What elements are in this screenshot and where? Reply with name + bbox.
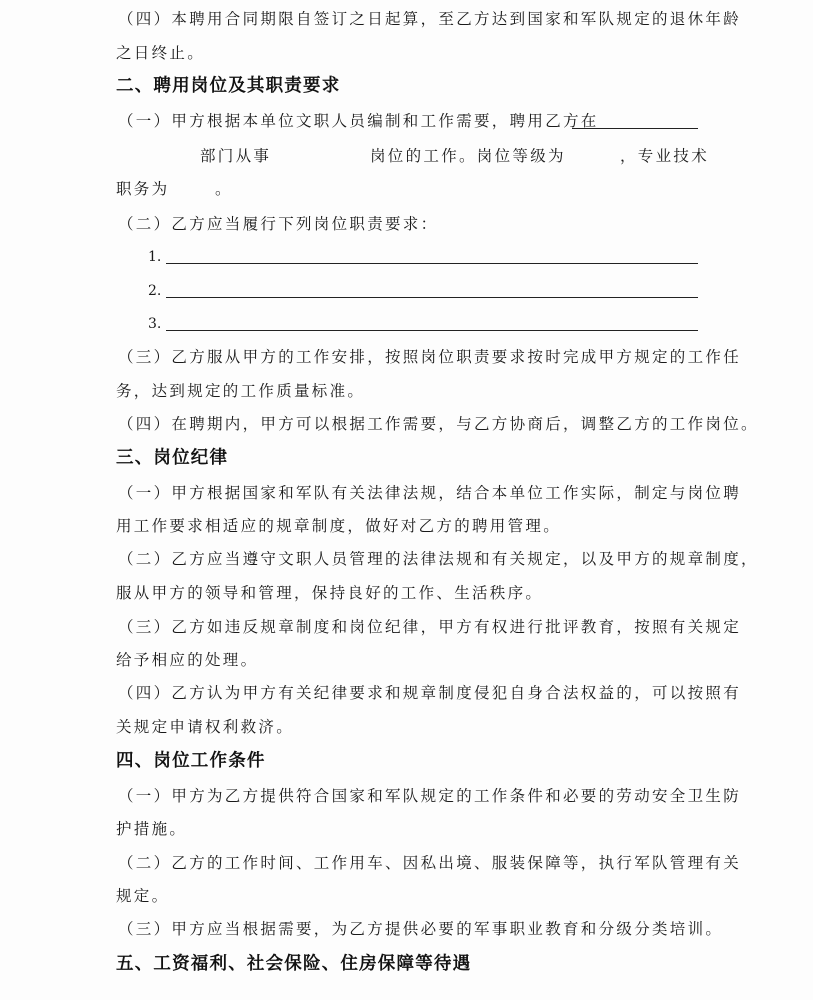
clause-2-1-line-1: （一）甲方根据本单位文职人员编制和工作需要，聘用乙方在 (118, 112, 599, 130)
clause-3-1-line-1: （一）甲方根据国家和军队有关法律法规，结合本单位工作实际，制定与岗位聘 (118, 484, 742, 502)
clause-4-1-line-1: （一）甲方为乙方提供符合国家和军队规定的工作条件和必要的劳动安全卫生防 (118, 787, 742, 805)
clause-2-1-post-text: 岗位的工作。岗位等级为 (370, 147, 566, 165)
clause-3-1-line-2: 用工作要求相适应的规章制度，做好对乙方的聘用管理。 (116, 517, 562, 535)
duty-item-3-blank (166, 330, 698, 331)
clause-2-1-duty-text: 职务为 (116, 180, 170, 198)
duty-item-2-blank (166, 297, 698, 298)
clause-3-2-line-1: （二）乙方应当遵守文职人员管理的法律法规和有关规定，以及甲方的规章制度， (118, 550, 759, 568)
clause-4-1-line-2: 护措施。 (116, 820, 188, 838)
clause-2-1-tech-text: ，专业技术 (620, 147, 710, 165)
section-2-heading: 二、聘用岗位及其职责要求 (116, 76, 341, 96)
section-5-heading: 五、工资福利、社会保险、住房保障等待遇 (116, 954, 472, 974)
clause-2-1-dept-text: 部门从事 (200, 147, 272, 165)
department-blank (572, 128, 698, 129)
section-4-heading: 四、岗位工作条件 (116, 751, 266, 771)
duty-item-1-number: 1. (148, 249, 162, 265)
clause-4-2-line-2: 规定。 (116, 887, 170, 905)
clause-2-3-line-1: （三）乙方服从甲方的工作安排，按照岗位职责要求按时完成甲方规定的工作任 (118, 348, 742, 366)
clause-3-4-line-1: （四）乙方认为甲方有关纪律要求和规章制度侵犯自身合法权益的，可以按照有 (118, 684, 742, 702)
clause-1-4-line-2: 之日终止。 (116, 44, 206, 62)
clause-2-2-line-1: （二）乙方应当履行下列岗位职责要求： (118, 215, 439, 233)
clause-2-3-line-2: 务，达到规定的工作质量标准。 (116, 382, 366, 400)
clause-4-3-line-1: （三）甲方应当根据需要，为乙方提供必要的军事职业教育和分级分类培训。 (118, 920, 724, 938)
duty-item-3-number: 3. (148, 316, 162, 332)
clause-4-2-line-1: （二）乙方的工作时间、工作用车、因私出境、服装保障等，执行军队管理有关 (118, 854, 742, 872)
clause-3-4-line-2: 关规定申请权利救济。 (116, 718, 295, 736)
clause-3-3-line-2: 给予相应的处理。 (116, 651, 259, 669)
clause-3-2-line-2: 服从甲方的领导和管理，保持良好的工作、生活秩序。 (116, 584, 544, 602)
clause-2-1-period: 。 (215, 180, 233, 198)
clause-3-3-line-1: （三）乙方如违反规章制度和岗位纪律，甲方有权进行批评教育，按照有关规定 (118, 618, 742, 636)
duty-item-2-number: 2. (148, 283, 162, 299)
clause-1-4-line-1: （四）本聘用合同期限自签订之日起算，至乙方达到国家和军队规定的退休年龄 (118, 10, 742, 28)
clause-2-4-line-1: （四）在聘期内，甲方可以根据工作需要，与乙方协商后，调整乙方的工作岗位。 (118, 415, 759, 433)
duty-item-1-blank (166, 263, 698, 264)
section-3-heading: 三、岗位纪律 (116, 448, 229, 468)
